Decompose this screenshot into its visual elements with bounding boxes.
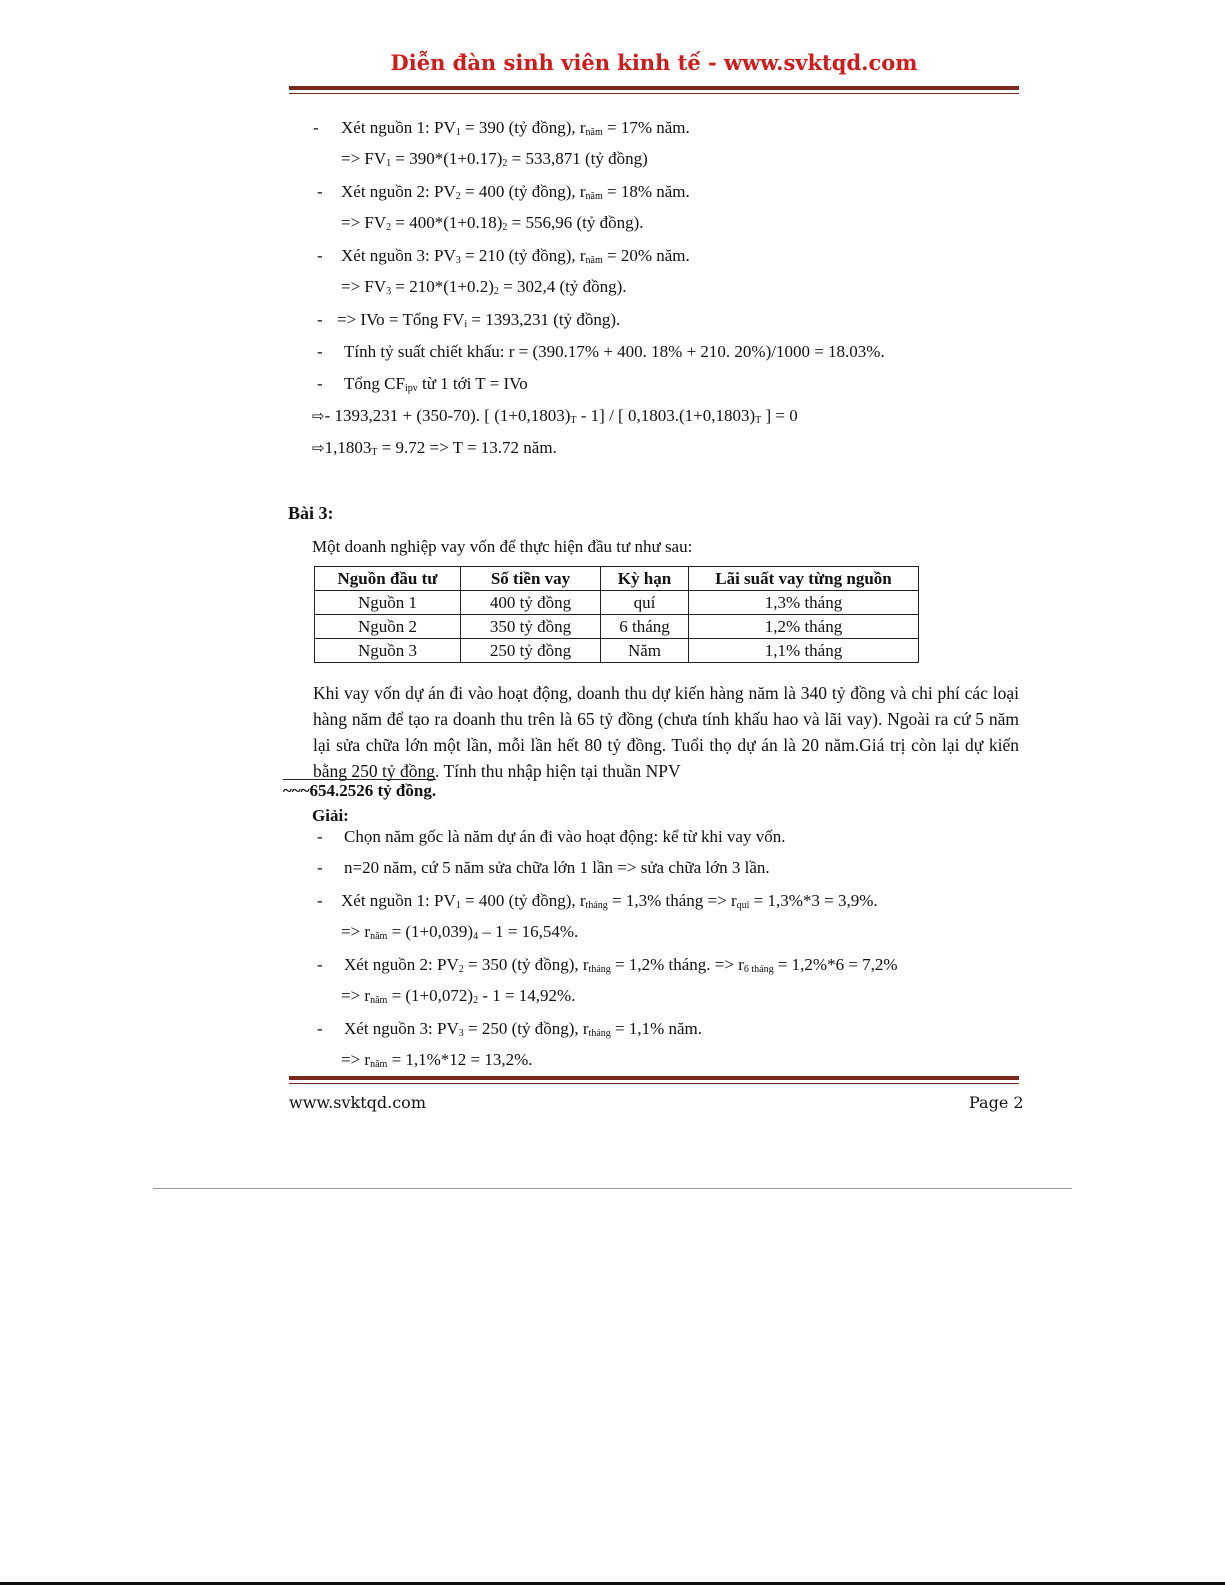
table-cell: 1,2% tháng	[689, 615, 919, 639]
bullet: -	[317, 858, 323, 877]
text-line: Xét nguồn 2: $PV_2 = 400$ (tỷ đồng), $r_{năm} = 18\%$ năm.	[341, 182, 690, 202]
exercise-intro: Một doanh nghiệp vay vốn để thực hiện đầu tư như sau:	[312, 537, 693, 556]
header-rule-thin	[289, 93, 1019, 94]
table-cell: 1,3% tháng	[689, 591, 919, 615]
table-cell: 6 tháng	[601, 615, 689, 639]
footer-site: www.svktqd.com	[289, 1093, 426, 1112]
table-header: Lãi suất vay từng nguồn	[689, 567, 919, 591]
text-line: Xét nguồn 3: $PV_3 = 210$ (tỷ đồng), $r_{năm} = 20\%$ năm.	[341, 246, 690, 266]
bullet: -	[317, 1019, 323, 1038]
table-header: Số tiền vay	[461, 567, 601, 591]
page-separator	[153, 1188, 1072, 1189]
table-cell: Nguồn 3	[315, 639, 461, 663]
bullet: -	[317, 827, 323, 846]
bullet: -	[313, 118, 319, 137]
bullet: -	[317, 310, 323, 329]
text-line: => $FV_3 = 210*(1+0.2)_2 = 302,4$ (tỷ đồng).	[341, 277, 627, 297]
text-line: Chọn năm gốc là năm dự án đi vào hoạt động: kể từ khi vay vốn.	[344, 827, 786, 846]
bullet: -	[317, 891, 323, 910]
table-cell: 250 tỷ đồng	[461, 639, 601, 663]
text-line: Xét nguồn 2: $PV_2 = 350$ (tỷ đồng), $r_{tháng} = 1,2\%$ tháng. => $r_{6 tháng} = 1,2\%*6 = 7,2\%$	[344, 955, 898, 975]
footer-rule-thin	[289, 1083, 1019, 1084]
bullet: -	[317, 246, 323, 265]
arrow-icon: ⇨	[312, 439, 325, 457]
text-line: => $FV_2 = 400*(1+0.18)_2 = 556,96$ (tỷ đồng).	[341, 213, 644, 233]
npv-answer: ~~~654.2526 tỷ đồng.	[283, 781, 437, 800]
exercise-title: Bài 3:	[288, 503, 334, 523]
table-row	[315, 639, 919, 663]
table-row	[315, 591, 919, 615]
page-header: Diễn đàn sinh viên kinh tế - www.svktqd.com	[390, 50, 918, 75]
bullet: -	[317, 342, 323, 361]
text-line: Tính tỷ suất chiết khấu: r = (390.17% + 400. 18% + 210. 20%)/1000 = 18.03%.	[344, 342, 885, 361]
loan-table	[314, 566, 919, 663]
text-line: $⇨1,1803_T = 9.72 => T = 13.72$ năm.	[312, 438, 557, 458]
text-line: => $r_{năm} = 1,1\%*12 = 13,2\%$.	[341, 1050, 533, 1070]
table-header-row	[315, 567, 919, 591]
table-row	[315, 615, 919, 639]
text-line: => $r_{năm} = (1+0,039)_4 - 1 = 16,54\%$.	[341, 922, 579, 942]
table-cell: Nguồn 1	[315, 591, 461, 615]
problem-paragraph: Khi vay vốn dự án đi vào hoạt động, doanh thu dự kiến hàng năm là 340 tỷ đồng và chi phí các loại hàng năm để tạo ra doanh thu trên là 65 tỷ đồng (chưa tính khấu hao và lãi vay). Ngoài ra cứ 5 năm lại sửa chữa lớn một lần, mỗi lần hết 80 tỷ đồng. Tuổi thọ dự án là 20 năm.Giá trị còn lại dự kiến bằng 250 tỷ đồng. Tính thu nhập hiện tại thuần NPV	[313, 683, 1019, 781]
table-cell: quí	[601, 591, 689, 615]
solution-label: Giải:	[312, 806, 349, 825]
footer-rule	[289, 1076, 1019, 1080]
text-line: Xét nguồn 1: $PV_1 = 400$ (tỷ đồng), $r_{tháng} = 1,3\%$ tháng => $r_{qui} = 1,3\%*3 = 3,9\%$.	[341, 891, 878, 911]
text-line: => IVo = Tổng $FV_i = 1393,231$ (tỷ đồng).	[337, 310, 621, 330]
bullet: -	[317, 374, 323, 393]
table-cell: 350 tỷ đồng	[461, 615, 601, 639]
table-header: Kỳ hạn	[601, 567, 689, 591]
header-rule	[289, 86, 1019, 90]
text-line: => $r_{năm} = (1+0,072)_2 - 1 = 14,92\%$.	[341, 986, 576, 1006]
text-line: Xét nguồn 3: $PV_3 = 250$ (tỷ đồng), $r_{tháng} = 1,1\%$ năm.	[344, 1019, 703, 1039]
text-line: => $FV_1 = 390*(1+0.17)_2 = 533,871$ (tỷ đồng)	[341, 149, 648, 169]
footer-page-number: Page 2	[969, 1093, 1024, 1112]
text-line: Tổng $CF_{ipv}$ từ 1 tới T = IVo	[344, 374, 528, 394]
table-header: Nguồn đầu tư	[315, 567, 461, 591]
table-cell: Năm	[601, 639, 689, 663]
table-cell: 400 tỷ đồng	[461, 591, 601, 615]
text-line: Xét nguồn 1: $PV_1 = 390$ (tỷ đồng), $r_{năm} = 17\%$ năm.	[341, 118, 690, 138]
table-cell: 1,1% tháng	[689, 639, 919, 663]
text-line: n=20 năm, cứ 5 năm sửa chữa lớn 1 lần => sửa chữa lớn 3 lần.	[344, 858, 770, 877]
arrow-icon: ⇨	[312, 407, 325, 425]
bullet: -	[317, 955, 323, 974]
bullet: -	[317, 182, 323, 201]
table-cell: Nguồn 2	[315, 615, 461, 639]
text-line: ⇨- 1393,231 + (350-70). [ $(1+0,1803)_T - 1$] / [ $0,1803.(1+0,1803)_T$ ] = 0	[312, 406, 798, 426]
